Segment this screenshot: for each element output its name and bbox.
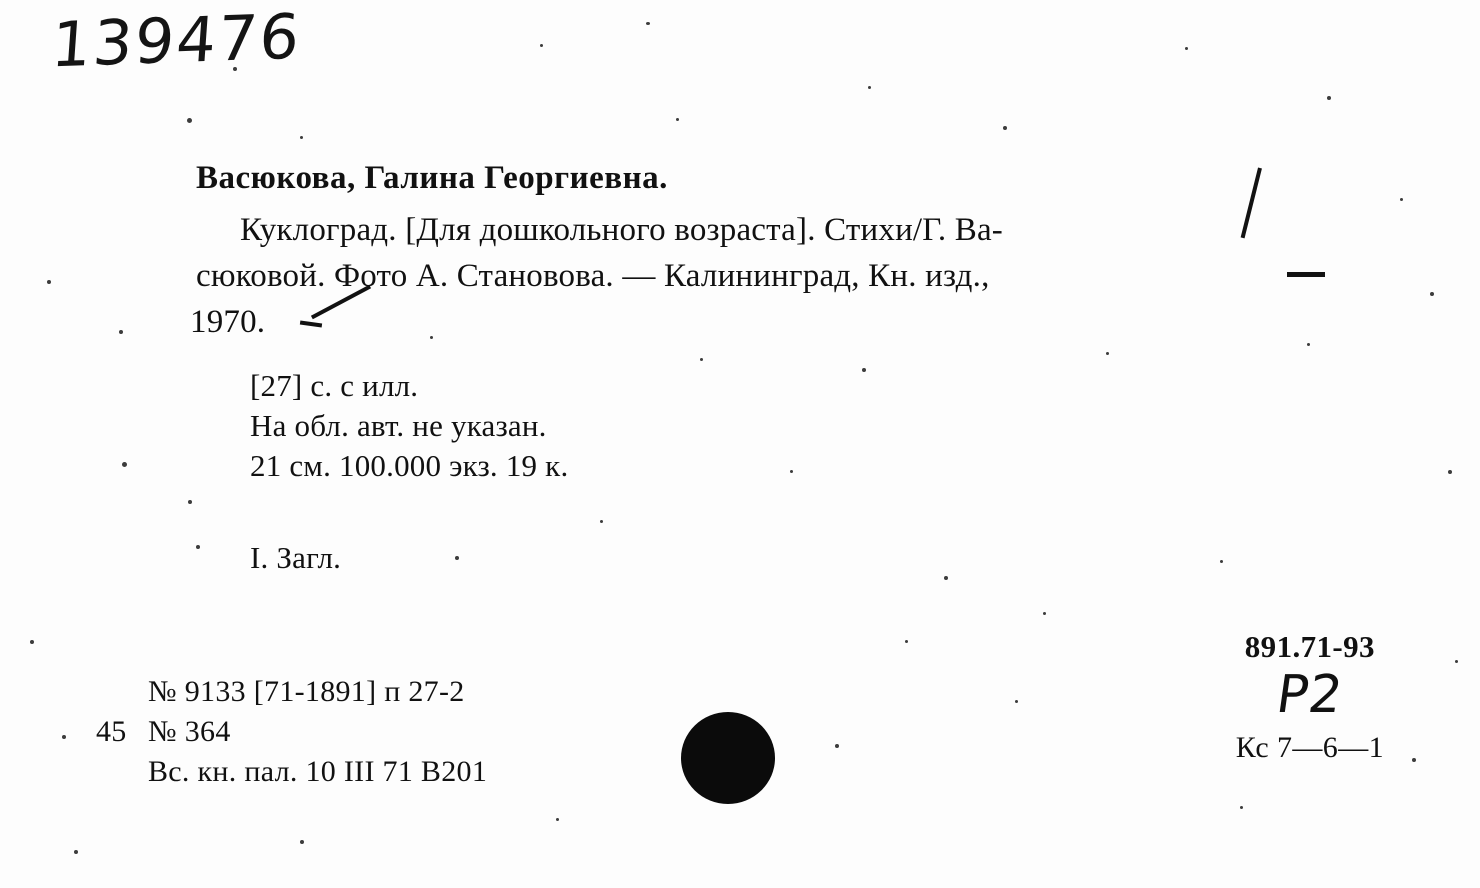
note-cover: На обл. авт. не указан. — [250, 407, 547, 443]
registration-row-1 — [96, 672, 487, 712]
speck — [944, 576, 948, 580]
speck — [556, 818, 559, 821]
title-statement — [190, 207, 1376, 346]
speck — [1327, 96, 1331, 100]
registration-block — [96, 672, 487, 792]
udk-number: 891.71-93 — [1244, 629, 1375, 664]
speck — [187, 118, 192, 123]
speck — [119, 330, 123, 334]
speck — [1412, 758, 1416, 762]
speck — [62, 735, 66, 739]
handwritten-class-mark: Р2 — [1273, 664, 1347, 725]
speck — [47, 280, 51, 284]
speck — [1015, 700, 1018, 703]
speck — [1003, 126, 1007, 130]
ink-dot-stamp — [681, 712, 775, 804]
title-line-2: сюковой. Фото А. Становова. — Калининград, Кн. изд., — [196, 258, 990, 295]
accession-number: 139476 — [49, 0, 304, 82]
title-line-3: 1970. — [190, 304, 266, 341]
registration-row-3 — [96, 752, 487, 792]
speck — [1448, 470, 1452, 474]
speck — [1455, 660, 1458, 663]
author-heading: Васюкова, Галина Георгиевна. — [196, 160, 668, 196]
registration-row-2 — [96, 712, 487, 752]
speck — [676, 118, 679, 121]
speck — [300, 136, 303, 139]
speck — [540, 44, 543, 47]
note-pagination: [27] с. с илл. — [250, 367, 419, 403]
speck — [300, 840, 304, 844]
tracing-entry: I. Загл. — [250, 540, 342, 576]
speck — [868, 86, 871, 89]
speck — [1240, 806, 1243, 809]
bibliographic-record — [190, 160, 1376, 576]
speck — [905, 640, 908, 643]
speck — [1185, 47, 1188, 50]
speck — [835, 744, 839, 748]
speck — [188, 500, 192, 504]
speck — [30, 640, 34, 644]
notes-block — [196, 366, 1376, 487]
speck — [1400, 198, 1403, 201]
registration-lead-2: 45 — [96, 714, 127, 748]
speck — [74, 850, 78, 854]
registration-text-2: № 364 — [148, 714, 231, 748]
speck — [646, 22, 650, 25]
classification-block — [1236, 628, 1384, 766]
registration-text-3: Вс. кн. пал. 10 III 71 B201 — [148, 754, 488, 788]
speck — [1043, 612, 1046, 615]
note-physical: 21 см. 100.000 экз. 19 к. — [250, 448, 569, 484]
ks-code: Кс 7—6—1 — [1235, 730, 1384, 764]
title-line-1: Куклоград. [Для дошкольного возраста]. Стихи/Г. Ва- — [240, 212, 1003, 248]
speck — [122, 462, 127, 467]
speck — [1430, 292, 1434, 296]
registration-text-1: № 9133 [71-1891] п 27-2 — [148, 675, 465, 708]
